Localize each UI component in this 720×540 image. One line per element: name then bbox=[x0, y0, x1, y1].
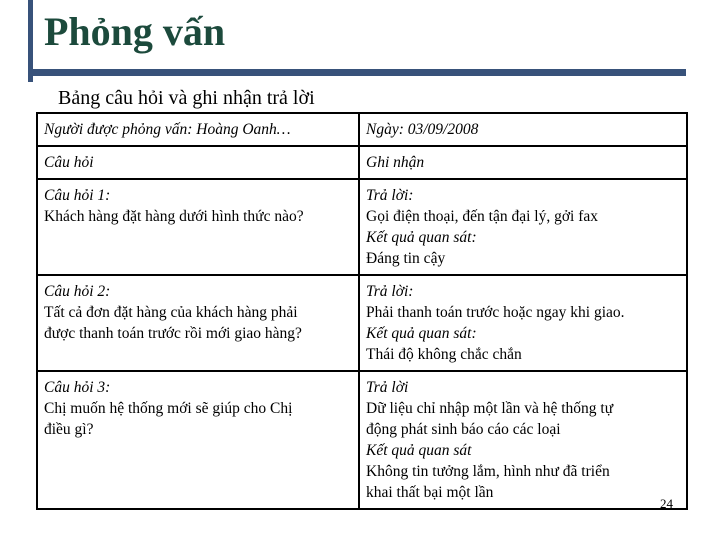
question-text: điều gì? bbox=[44, 421, 94, 438]
date-cell: Ngày: 03/09/2008 bbox=[359, 113, 687, 146]
question-label: Câu hỏi 2: bbox=[44, 283, 111, 300]
table-row bbox=[37, 179, 687, 275]
question-cell bbox=[37, 371, 359, 509]
slide-title: Phỏng vấn bbox=[44, 9, 226, 54]
observation-label: Kết quả quan sát: bbox=[366, 229, 477, 246]
question-text: Khách hàng đặt hàng dưới hình thức nào? bbox=[44, 208, 304, 225]
question-label: Câu hỏi 1: bbox=[44, 187, 111, 204]
answer-label: Trả lời: bbox=[366, 187, 414, 204]
question-text: Chị muốn hệ thống mới sẽ giúp cho Chị bbox=[44, 400, 293, 417]
table-row bbox=[37, 371, 687, 509]
question-cell bbox=[37, 275, 359, 371]
question-text: được thanh toán trước rồi mới giao hàng? bbox=[44, 325, 302, 342]
question-column-header: Câu hỏi bbox=[37, 146, 359, 179]
table-columns-row bbox=[37, 146, 687, 179]
title-underline-bar bbox=[28, 69, 686, 76]
answer-label: Trả lời: bbox=[366, 283, 414, 300]
answer-text: Phải thanh toán trước hoặc ngay khi giao. bbox=[366, 304, 625, 321]
interview-table bbox=[36, 112, 688, 510]
answer-label: Trả lời bbox=[366, 379, 409, 396]
question-cell bbox=[37, 179, 359, 275]
question-label: Câu hỏi 3: bbox=[44, 379, 111, 396]
table-row bbox=[37, 275, 687, 371]
observation-text: Thái độ không chắc chắn bbox=[366, 346, 522, 363]
interviewee-cell: Người được phỏng vấn: Hoàng Oanh… bbox=[37, 113, 359, 146]
answer-text: Dữ liệu chỉ nhập một lần và hệ thống tự bbox=[366, 400, 614, 417]
observation-text: khai thất bại một lần bbox=[366, 484, 494, 501]
question-text: Tất cả đơn đặt hàng của khách hàng phải bbox=[44, 304, 298, 321]
page-number: 24 bbox=[660, 496, 673, 511]
observation-label: Kết quả quan sát bbox=[366, 442, 472, 459]
observation-text: Đáng tin cậy bbox=[366, 250, 446, 267]
answer-text: Gọi điện thoại, đến tận đại lý, gởi fax bbox=[366, 208, 599, 225]
notes-cell bbox=[359, 179, 687, 275]
observation-label: Kết quả quan sát: bbox=[366, 325, 477, 342]
observation-text: Không tin tưởng lắm, hình như đã triển bbox=[366, 463, 610, 480]
slide-subtitle: Bảng câu hỏi và ghi nhận trả lời bbox=[58, 87, 315, 109]
notes-cell bbox=[359, 275, 687, 371]
notes-cell bbox=[359, 371, 687, 509]
notes-column-header: Ghi nhận bbox=[359, 146, 687, 179]
answer-text: động phát sinh báo cáo các loại bbox=[366, 421, 561, 438]
table-header-row bbox=[37, 113, 687, 146]
